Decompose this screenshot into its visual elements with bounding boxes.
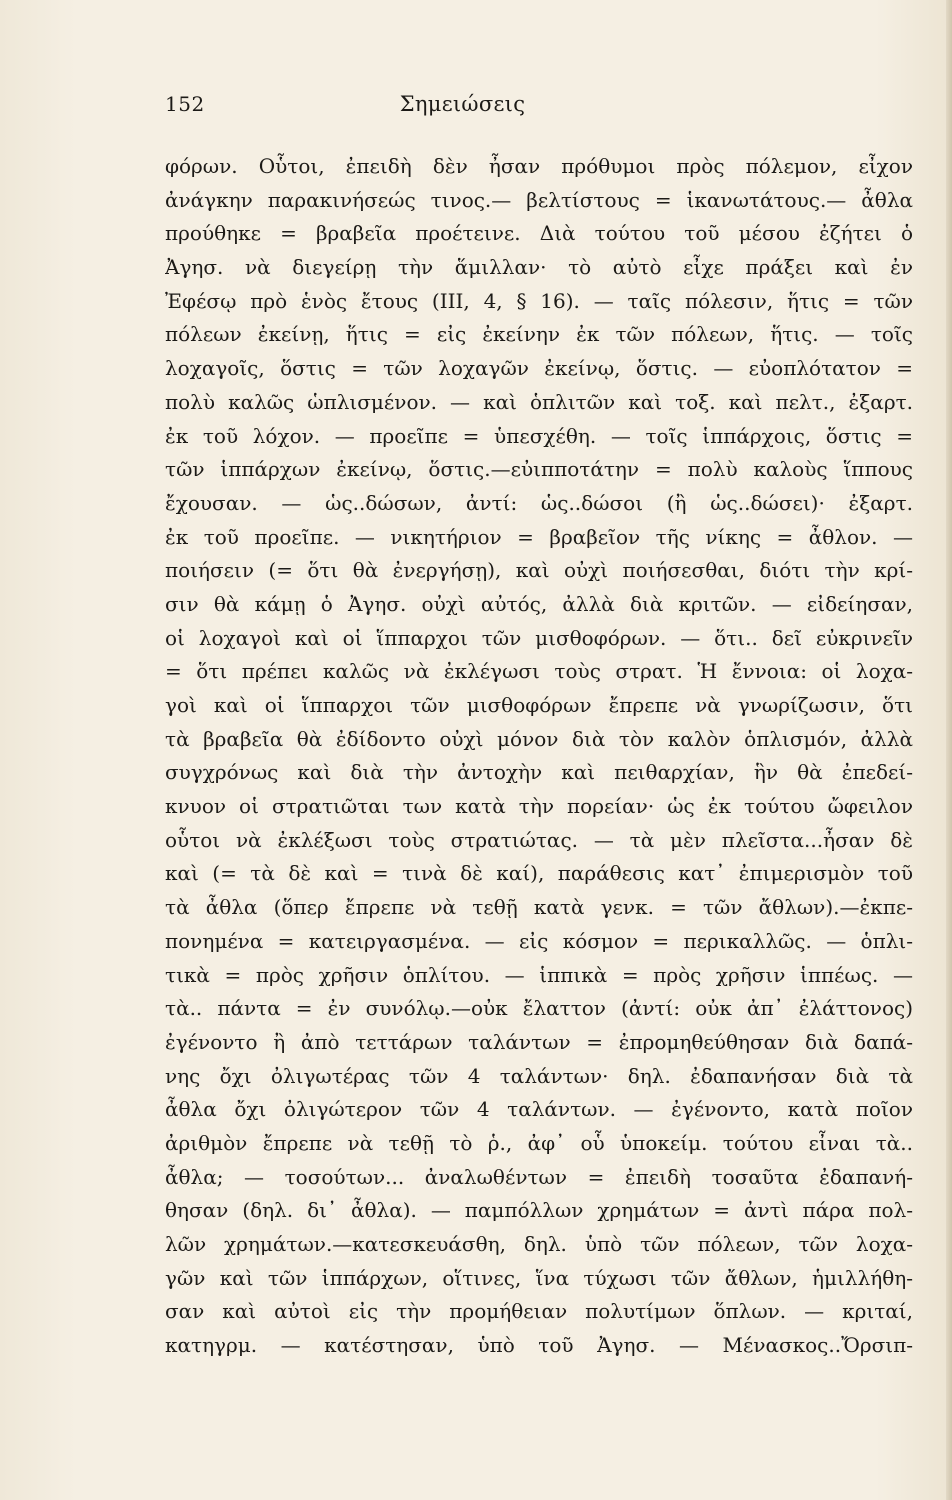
text-line: ἐγένοντο ἢ ἀπὸ τεττάρων ταλάντων = ἐπρομηθεύθησαν διὰ δαπά-: [165, 1029, 913, 1054]
text-line: τῶν ἱππάρχων ἐκείνῳ, ὅστις.—εὐιπποτάτην = πολὺ καλοὺς ἵππους: [165, 457, 913, 482]
text-line: τὰ ἆθλα (ὅπερ ἔπρεπε νὰ τεθῇ κατὰ γενκ. = τῶν ἄθλων).—ἐκπε-: [165, 895, 913, 920]
text-line: ἀνάγκην παρακινήσεώς τινος.— βελτίστους = ἱκανωτάτους.— ἆθλα: [165, 187, 913, 212]
text-line: ἐκ τοῦ προεῖπε. — νικητήριον = βραβεῖον τῆς νίκης = ἆθλον. —: [165, 524, 913, 549]
text-line: τικὰ = πρὸς χρῆσιν ὁπλίτου. — ἱππικὰ = πρὸς χρῆσιν ἱππέως. —: [165, 962, 913, 987]
text-line: θησαν (δηλ. δι᾽ ἆθλα). — παμπόλλων χρημάτων = ἀντὶ πάρα πολ-: [165, 1198, 913, 1223]
text-line: κνυον οἱ στρατιῶται των κατὰ τὴν πορείαν· ὡς ἐκ τούτου ὤφειλον: [165, 794, 913, 819]
notes-body: [165, 150, 913, 1363]
text-line: καὶ (= τὰ δὲ καὶ = τινὰ δὲ καί), παράθεσις κατ᾽ ἐπιμερισμὸν τοῦ: [165, 861, 913, 886]
text-line: γοὶ καὶ οἱ ἵππαρχοι τῶν μισθοφόρων ἔπρεπε νὰ γνωρίζωσιν, ὅτι: [165, 693, 913, 717]
text-line: σιν θὰ κάμῃ ὁ Ἀγησ. οὐχὶ αὐτός, ἀλλὰ διὰ κριτῶν. — εἰδείησαν,: [165, 591, 913, 616]
text-line: ἔχουσαν. — ὡς..δώσων, ἀντί: ὡς..δώσοι (ἢ ὡς..δώσει)· ἐξαρτ.: [165, 490, 913, 515]
text-line: ποιήσειν (= ὅτι θὰ ἐνεργήσῃ), καὶ οὐχὶ ποιήσεσθαι, διότι τὴν κρί-: [165, 558, 913, 583]
text-line: πονημένα = κατειργασμένα. — εἰς κόσμον = περικαλλῶς. — ὁπλι-: [165, 928, 913, 953]
text-line: οἱ λοχαγοὶ καὶ οἱ ἵππαρχοι τῶν μισθοφόρων. — ὅτι.. δεῖ εὐκρινεῖν: [165, 625, 913, 650]
text-line: ἆθλα ὄχι ὀλιγώτερον τῶν 4 ταλάντων. — ἐγένοντο, κατὰ ποῖον: [165, 1097, 913, 1122]
text-line: νης ὄχι ὀλιγωτέρας τῶν 4 ταλάντων· δηλ. ἐδαπανήσαν διὰ τὰ: [165, 1063, 913, 1088]
page-header: [165, 92, 760, 122]
text-line: τὰ.. πάντα = ἐν συνόλῳ.—οὐκ ἔλαττον (ἀντί: οὐκ ἀπ᾽ ἐλάττονος): [165, 996, 913, 1021]
page-number: 152: [165, 92, 205, 116]
text-line: λῶν χρημάτων.—κατεσκευάσθη, δηλ. ὑπὸ τῶν πόλεων, τῶν λοχα-: [165, 1232, 913, 1256]
page-edge: [946, 0, 952, 1500]
text-line: τὰ βραβεῖα θὰ ἐδίδοντο οὐχὶ μόνον διὰ τὸν καλὸν ὁπλισμόν, ἀλλὰ: [165, 726, 913, 751]
text-line: οὗτοι νὰ ἐκλέξωσι τοὺς στρατιώτας. — τὰ μὲν πλεῖστα...ἦσαν δὲ: [165, 827, 913, 852]
text-line: σαν καὶ αὐτοὶ εἰς τὴν προμήθειαν πολυτίμων ὅπλων. — κριταί,: [165, 1299, 913, 1324]
text-line: φόρων. Οὗτοι, ἐπειδὴ δὲν ἦσαν πρόθυμοι πρὸς πόλεμον, εἶχον: [165, 154, 913, 178]
text-line: = ὅτι πρέπει καλῶς νὰ ἐκλέγωσι τοὺς στρατ. Ἡ ἔννοια: οἱ λοχα-: [165, 659, 913, 684]
text-line: ἆθλα; — τοσούτων... ἀναλωθέντων = ἐπειδὴ τοσαῦτα ἐδαπανή-: [165, 1164, 913, 1189]
running-title: Σημειώσεις: [399, 92, 526, 116]
text-line: πολὺ καλῶς ὡπλισμένον. — καὶ ὁπλιτῶν καὶ τοξ. καὶ πελτ., ἐξαρτ.: [165, 389, 913, 414]
text-line: Ἐφέσῳ πρὸ ἑνὸς ἔτους (III, 4, § 16). — ταῖς πόλεσιν, ἥτις = τῶν: [165, 288, 913, 313]
text-line: γῶν καὶ τῶν ἱππάρχων, οἵτινες, ἵνα τύχωσι τῶν ἄθλων, ἡμιλλήθη-: [165, 1265, 913, 1290]
text-line: κατηγρμ. — κατέστησαν, ὑπὸ τοῦ Ἀγησ. — Μένασκος..Ὄρσιπ-: [165, 1333, 913, 1358]
text-line: πόλεων ἐκείνῃ, ἥτις = εἰς ἐκείνην ἐκ τῶν πόλεων, ἥτις. — τοῖς: [165, 322, 913, 347]
text-line: ἐκ τοῦ λόχον. — προεῖπε = ὑπεσχέθη. — τοῖς ἱππάρχοις, ὅστις =: [165, 423, 913, 448]
text-line: συγχρόνως καὶ διὰ τὴν ἀντοχὴν καὶ πειθαρχίαν, ἣν θὰ ἐπεδεί-: [165, 760, 913, 785]
text-line: λοχαγοῖς, ὅστις = τῶν λοχαγῶν ἐκείνῳ, ὅστις. — εὐοπλότατον =: [165, 356, 913, 381]
text-line: ἀριθμὸν ἔπρεπε νὰ τεθῇ τὸ ῥ., ἀφ᾽ οὗ ὑποκείμ. τούτου εἶναι τὰ..: [165, 1130, 913, 1155]
text-line: προύθηκε = βραβεῖα προέτεινε. Διὰ τούτου τοῦ μέσου ἐζήτει ὁ: [165, 221, 913, 246]
text-line: Ἀγησ. νὰ διεγείρῃ τὴν ἅμιλλαν· τὸ αὐτὸ εἶχε πράξει καὶ ἐν: [165, 255, 913, 280]
